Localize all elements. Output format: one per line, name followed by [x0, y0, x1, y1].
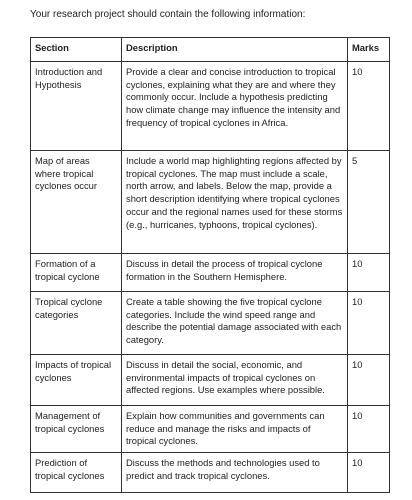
marks-cell: 10 — [348, 62, 390, 151]
marks-cell: 10 — [348, 292, 390, 355]
section-cell: Tropical cyclone categories — [31, 292, 122, 355]
research-project-table — [30, 37, 390, 493]
header-marks: Marks — [348, 38, 390, 62]
table-row — [31, 453, 390, 493]
section-cell: Introduction and Hypothesis — [31, 62, 122, 151]
description-cell: Discuss in detail the social, economic, and environmental impacts of tropical cyclones on affected regions. Use examples where possible. — [122, 355, 348, 406]
description-cell: Discuss in detail the process of tropical cyclone formation in the Southern Hemisphere. — [122, 254, 348, 292]
table-row — [31, 292, 390, 355]
section-cell: Map of areas where tropical cyclones occur — [31, 151, 122, 254]
table-row — [31, 355, 390, 406]
marks-cell: 10 — [348, 355, 390, 406]
table-row — [31, 62, 390, 151]
intro-text: Your research project should contain the following information: — [30, 9, 306, 20]
section-cell: Management of tropical cyclones — [31, 406, 122, 453]
table-row — [31, 254, 390, 292]
description-cell: Include a world map highlighting regions affected by tropical cyclones. The map must include a scale, north arrow, and labels. Below the map, provide a short description identifying where tropical cyclones occur and the regional names used for these storms (e.g., hurricanes, typhoons, tropical cyclones). — [122, 151, 348, 254]
description-cell: Explain how communities and governments can reduce and manage the risks and impacts of tropical cyclones. — [122, 406, 348, 453]
marks-cell: 5 — [348, 151, 390, 254]
section-cell: Prediction of tropical cyclones — [31, 453, 122, 493]
description-cell: Discuss the methods and technologies used to predict and track tropical cyclones. — [122, 453, 348, 493]
section-cell: Formation of a tropical cyclone — [31, 254, 122, 292]
header-description: Description — [122, 38, 348, 62]
description-cell: Create a table showing the five tropical cyclone categories. Include the wind speed range and describe the potential damage associated with each category. — [122, 292, 348, 355]
table-header-row — [31, 38, 390, 62]
marks-cell: 10 — [348, 406, 390, 453]
description-cell: Provide a clear and concise introduction to tropical cyclones, explaining what they are and where they commonly occur. Include a hypothesis predicting how climate change may influence the intensity and frequency of tropical cyclones in Africa. — [122, 62, 348, 151]
marks-cell: 10 — [348, 254, 390, 292]
section-cell: Impacts of tropical cyclones — [31, 355, 122, 406]
header-section: Section — [31, 38, 122, 62]
table-row — [31, 151, 390, 254]
table-row — [31, 406, 390, 453]
marks-cell: 10 — [348, 453, 390, 493]
